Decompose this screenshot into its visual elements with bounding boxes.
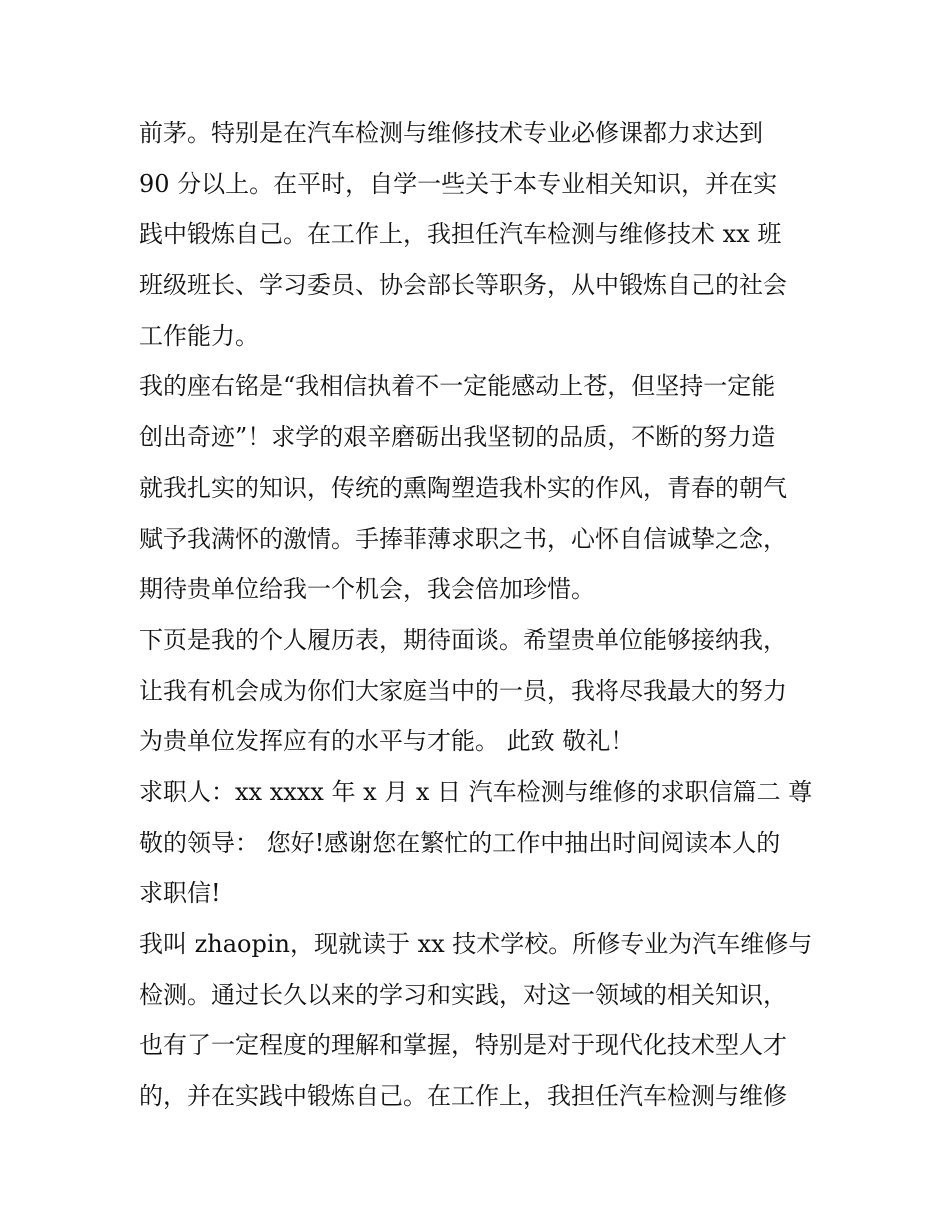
text-line: 为贵单位发挥应有的水平与才能。 此致 敬礼！ (139, 727, 635, 756)
text-line: 践中锻炼自己。在工作上，我担任汽车检测与维修技术 xx 班 (139, 220, 782, 249)
text-line: 的，并在实践中锻炼自己。在工作上，我担任汽车检测与维修 (139, 1082, 787, 1111)
text-line: 90 分以上。在平时，自学一些关于本专业相关知识，并在实 (139, 169, 778, 198)
text-line: 下页是我的个人履历表，期待面谈。希望贵单位能够接纳我， (139, 625, 787, 654)
text-line: 让我有机会成为你们大家庭当中的一员，我将尽我最大的努力 (139, 676, 787, 705)
text-line: 赋予我满怀的激情。手捧菲薄求职之书，心怀自信诚挚之念， (139, 524, 787, 553)
text-line: 敬的领导： 您好!感谢您在繁忙的工作中抽出时间阅读本人的 (139, 828, 781, 857)
body-text (139, 108, 819, 1122)
text-line: 就我扎实的知识，传统的熏陶塑造我朴实的作风，青春的朝气 (139, 473, 787, 502)
text-line: 我的座右铭是“我相信执着不一定能感动上苍，但坚持一定能 (139, 372, 776, 401)
text-line: 班级班长、学习委员、协会部长等职务，从中锻炼自己的社会 (139, 271, 787, 300)
text-line: 工作能力。 (139, 321, 259, 350)
text-line: 我叫 zhaopin，现就读于 xx 技术学校。所修专业为汽车维修与 (139, 930, 813, 958)
text-line: 求职信! (139, 879, 221, 908)
text-line: 检测。通过长久以来的学习和实践，对这一领域的相关知识， (139, 980, 787, 1009)
text-line: 创出奇迹”！求学的艰辛磨砺出我坚韧的品质，不断的努力造 (139, 423, 776, 452)
text-line: 求职人：xx xxxx 年 x 月 x 日 汽车检测与维修的求职信篇二 尊 (139, 777, 813, 806)
text-line: 也有了一定程度的理解和掌握，特别是对于现代化技术型人才 (139, 1031, 787, 1060)
text-line: 期待贵单位给我一个机会，我会倍加珍惜。 (139, 575, 595, 604)
text-line: 前茅。特别是在汽车检测与维修技术专业必修课都力求达到 (139, 119, 763, 147)
